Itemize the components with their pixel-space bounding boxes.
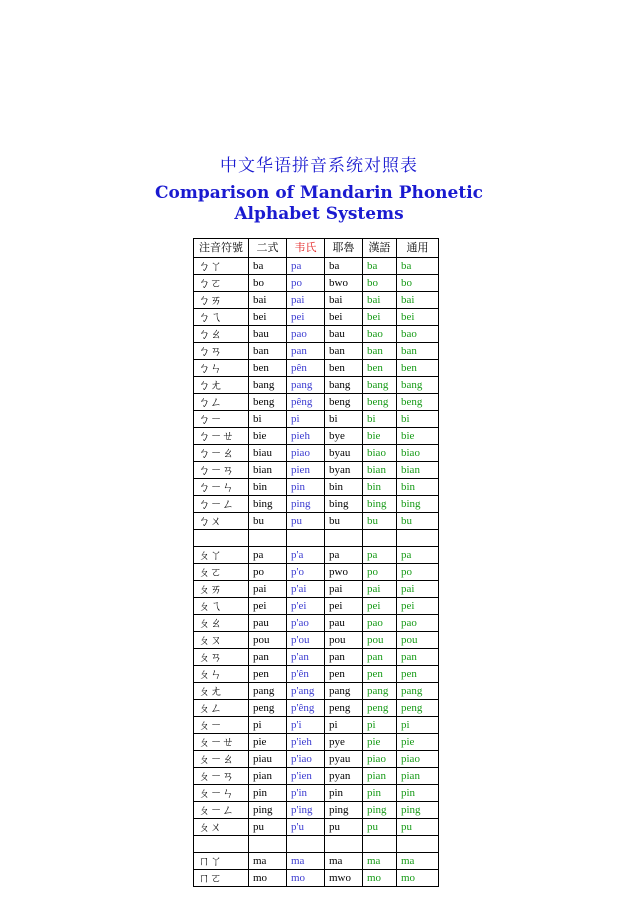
hanyu-cell: pi <box>363 717 397 734</box>
wade-giles-cell: p'ien <box>287 768 325 785</box>
hanyu-cell: bang <box>363 377 397 394</box>
zhuyin-cell <box>194 530 249 547</box>
ershi-cell: ma <box>249 853 287 870</box>
ershi-cell: ping <box>249 802 287 819</box>
hanyu-cell: pei <box>363 598 397 615</box>
hanyu-cell: peng <box>363 700 397 717</box>
wade-giles-cell: p'ang <box>287 683 325 700</box>
hanyu-cell: pu <box>363 819 397 836</box>
zhuyin-cell: ㄆㄧㄝ <box>194 734 249 751</box>
tongyong-cell: pu <box>397 819 439 836</box>
table-row <box>194 326 439 343</box>
wade-giles-cell: ping <box>287 496 325 513</box>
wade-giles-cell: p'ieh <box>287 734 325 751</box>
yale-cell: pai <box>325 581 363 598</box>
tongyong-cell: pian <box>397 768 439 785</box>
table-row <box>194 683 439 700</box>
wade-giles-cell: p'iao <box>287 751 325 768</box>
wade-giles-cell: p'ou <box>287 632 325 649</box>
yale-cell: ping <box>325 802 363 819</box>
tongyong-cell: bie <box>397 428 439 445</box>
ershi-cell: mo <box>249 870 287 887</box>
tongyong-cell: piao <box>397 751 439 768</box>
zhuyin-cell: ㄅㄞ <box>194 292 249 309</box>
tongyong-cell: pai <box>397 581 439 598</box>
yale-cell: pen <box>325 666 363 683</box>
table-row <box>194 751 439 768</box>
zhuyin-cell: ㄆㄞ <box>194 581 249 598</box>
table-spacer-row <box>194 836 439 853</box>
ershi-cell <box>249 530 287 547</box>
table-row <box>194 292 439 309</box>
hanyu-cell <box>363 836 397 853</box>
yale-cell: pau <box>325 615 363 632</box>
hanyu-cell: pai <box>363 581 397 598</box>
table-row <box>194 666 439 683</box>
zhuyin-cell: ㄆㄤ <box>194 683 249 700</box>
tongyong-cell: bu <box>397 513 439 530</box>
tongyong-cell: pei <box>397 598 439 615</box>
wade-giles-cell: piao <box>287 445 325 462</box>
tongyong-cell: bing <box>397 496 439 513</box>
hanyu-cell <box>363 530 397 547</box>
hanyu-cell: pian <box>363 768 397 785</box>
hanyu-cell: ping <box>363 802 397 819</box>
zhuyin-cell: ㄆㄧㄣ <box>194 785 249 802</box>
yale-cell: pa <box>325 547 363 564</box>
wade-giles-cell: p'êng <box>287 700 325 717</box>
table-row <box>194 360 439 377</box>
tongyong-cell: pou <box>397 632 439 649</box>
tongyong-cell: pa <box>397 547 439 564</box>
table-row <box>194 768 439 785</box>
tongyong-cell: bi <box>397 411 439 428</box>
tongyong-cell: bin <box>397 479 439 496</box>
ershi-cell: pou <box>249 632 287 649</box>
yale-cell: bin <box>325 479 363 496</box>
zhuyin-cell: ㄆㄣ <box>194 666 249 683</box>
table-row <box>194 309 439 326</box>
zhuyin-cell: ㄅㄧㄠ <box>194 445 249 462</box>
yale-cell: pan <box>325 649 363 666</box>
yale-cell: pye <box>325 734 363 751</box>
wade-giles-cell: p'i <box>287 717 325 734</box>
zhuyin-cell: ㄇㄚ <box>194 853 249 870</box>
yale-cell: pin <box>325 785 363 802</box>
zhuyin-cell: ㄅㄟ <box>194 309 249 326</box>
ershi-cell: pu <box>249 819 287 836</box>
zhuyin-cell: ㄇㄛ <box>194 870 249 887</box>
ershi-cell: biau <box>249 445 287 462</box>
table-row <box>194 377 439 394</box>
ershi-cell: bo <box>249 275 287 292</box>
page-title-english: Comparison of Mandarin Phonetic Alphabet Systems <box>154 183 484 224</box>
tongyong-cell: mo <box>397 870 439 887</box>
table-header-row <box>194 239 439 258</box>
yale-cell: bwo <box>325 275 363 292</box>
ershi-cell: bau <box>249 326 287 343</box>
phonetic-comparison-table <box>193 238 439 887</box>
tongyong-cell: ben <box>397 360 439 377</box>
ershi-cell: peng <box>249 700 287 717</box>
tongyong-cell: ping <box>397 802 439 819</box>
zhuyin-cell: ㄅㄧㄣ <box>194 479 249 496</box>
zhuyin-cell: ㄆㄟ <box>194 598 249 615</box>
table-row <box>194 479 439 496</box>
zhuyin-cell: ㄅㄧㄝ <box>194 428 249 445</box>
zhuyin-cell: ㄅㄧㄥ <box>194 496 249 513</box>
zhuyin-cell: ㄆㄧ <box>194 717 249 734</box>
header-hanyu: 漢語 <box>363 239 397 258</box>
yale-cell: beng <box>325 394 363 411</box>
table-row <box>194 258 439 275</box>
yale-cell: bi <box>325 411 363 428</box>
yale-cell: bu <box>325 513 363 530</box>
wade-giles-cell: pêng <box>287 394 325 411</box>
wade-giles-cell: p'o <box>287 564 325 581</box>
hanyu-cell: bi <box>363 411 397 428</box>
ershi-cell: bi <box>249 411 287 428</box>
wade-giles-cell: p'u <box>287 819 325 836</box>
table-row <box>194 598 439 615</box>
hanyu-cell: ba <box>363 258 397 275</box>
zhuyin-cell: ㄆㄧㄥ <box>194 802 249 819</box>
tongyong-cell: pie <box>397 734 439 751</box>
tongyong-cell: ban <box>397 343 439 360</box>
tongyong-cell: bai <box>397 292 439 309</box>
ershi-cell: pen <box>249 666 287 683</box>
hanyu-cell: ban <box>363 343 397 360</box>
yale-cell: ban <box>325 343 363 360</box>
hanyu-cell: bing <box>363 496 397 513</box>
hanyu-cell: bie <box>363 428 397 445</box>
wade-giles-cell: pien <box>287 462 325 479</box>
yale-cell: pi <box>325 717 363 734</box>
wade-giles-cell: pin <box>287 479 325 496</box>
wade-giles-cell: pên <box>287 360 325 377</box>
ershi-cell: bu <box>249 513 287 530</box>
wade-giles-cell: pi <box>287 411 325 428</box>
table-row <box>194 649 439 666</box>
ershi-cell: pian <box>249 768 287 785</box>
ershi-cell: bai <box>249 292 287 309</box>
ershi-cell: bei <box>249 309 287 326</box>
yale-cell: ba <box>325 258 363 275</box>
table-row <box>194 445 439 462</box>
ershi-cell: bing <box>249 496 287 513</box>
hanyu-cell: piao <box>363 751 397 768</box>
table-row <box>194 734 439 751</box>
zhuyin-cell: ㄆㄠ <box>194 615 249 632</box>
zhuyin-cell: ㄅㄢ <box>194 343 249 360</box>
tongyong-cell: ma <box>397 853 439 870</box>
ershi-cell: pei <box>249 598 287 615</box>
hanyu-cell: bin <box>363 479 397 496</box>
wade-giles-cell: p'a <box>287 547 325 564</box>
zhuyin-cell: ㄆㄥ <box>194 700 249 717</box>
zhuyin-cell: ㄆㄧㄠ <box>194 751 249 768</box>
hanyu-cell: bao <box>363 326 397 343</box>
yale-cell: pei <box>325 598 363 615</box>
zhuyin-cell: ㄅㄧㄢ <box>194 462 249 479</box>
yale-cell: pu <box>325 819 363 836</box>
table-row <box>194 819 439 836</box>
zhuyin-cell: ㄆㄡ <box>194 632 249 649</box>
table-row <box>194 717 439 734</box>
yale-cell: bau <box>325 326 363 343</box>
wade-giles-cell: pang <box>287 377 325 394</box>
yale-cell: pyau <box>325 751 363 768</box>
yale-cell: ben <box>325 360 363 377</box>
yale-cell: bang <box>325 377 363 394</box>
wade-giles-cell: p'ai <box>287 581 325 598</box>
wade-giles-cell <box>287 836 325 853</box>
header-ershi: 二式 <box>249 239 287 258</box>
wade-giles-cell: pieh <box>287 428 325 445</box>
yale-cell <box>325 530 363 547</box>
tongyong-cell <box>397 530 439 547</box>
hanyu-cell: bu <box>363 513 397 530</box>
zhuyin-cell: ㄅㄚ <box>194 258 249 275</box>
yale-cell: bing <box>325 496 363 513</box>
zhuyin-cell: ㄅㄠ <box>194 326 249 343</box>
ershi-cell: beng <box>249 394 287 411</box>
yale-cell: ma <box>325 853 363 870</box>
hanyu-cell: bo <box>363 275 397 292</box>
ershi-cell: bie <box>249 428 287 445</box>
yale-cell <box>325 836 363 853</box>
hanyu-cell: mo <box>363 870 397 887</box>
table-row <box>194 462 439 479</box>
table-row <box>194 700 439 717</box>
table-spacer-row <box>194 530 439 547</box>
table-row <box>194 853 439 870</box>
hanyu-cell: ma <box>363 853 397 870</box>
yale-cell: bai <box>325 292 363 309</box>
header-tongyong: 通用 <box>397 239 439 258</box>
tongyong-cell: pan <box>397 649 439 666</box>
yale-cell: bei <box>325 309 363 326</box>
zhuyin-cell: ㄆㄚ <box>194 547 249 564</box>
tongyong-cell: po <box>397 564 439 581</box>
yale-cell: byan <box>325 462 363 479</box>
table-row <box>194 343 439 360</box>
wade-giles-cell: p'ao <box>287 615 325 632</box>
ershi-cell: po <box>249 564 287 581</box>
hanyu-cell: pao <box>363 615 397 632</box>
zhuyin-cell: ㄆㄛ <box>194 564 249 581</box>
wade-giles-cell: po <box>287 275 325 292</box>
table-row <box>194 802 439 819</box>
ershi-cell: ban <box>249 343 287 360</box>
table-row <box>194 632 439 649</box>
table-row <box>194 275 439 292</box>
wade-giles-cell: p'an <box>287 649 325 666</box>
tongyong-cell: pang <box>397 683 439 700</box>
wade-giles-cell: pa <box>287 258 325 275</box>
ershi-cell: pie <box>249 734 287 751</box>
table-row <box>194 785 439 802</box>
tongyong-cell: bei <box>397 309 439 326</box>
table-row <box>194 428 439 445</box>
ershi-cell <box>249 836 287 853</box>
ershi-cell: pau <box>249 615 287 632</box>
ershi-cell: bin <box>249 479 287 496</box>
zhuyin-cell: ㄅㄥ <box>194 394 249 411</box>
ershi-cell: pa <box>249 547 287 564</box>
hanyu-cell: bei <box>363 309 397 326</box>
hanyu-cell: beng <box>363 394 397 411</box>
wade-giles-cell: pan <box>287 343 325 360</box>
ershi-cell: pang <box>249 683 287 700</box>
wade-giles-cell: pei <box>287 309 325 326</box>
tongyong-cell: beng <box>397 394 439 411</box>
wade-giles-cell: p'ên <box>287 666 325 683</box>
header-zhuyin: 注音符號 <box>194 239 249 258</box>
page-title-chinese: 中文华语拼音系统对照表 <box>220 156 418 176</box>
hanyu-cell: biao <box>363 445 397 462</box>
wade-giles-cell: ma <box>287 853 325 870</box>
tongyong-cell: bao <box>397 326 439 343</box>
hanyu-cell: pen <box>363 666 397 683</box>
yale-cell: pwo <box>325 564 363 581</box>
hanyu-cell: bai <box>363 292 397 309</box>
ershi-cell: bian <box>249 462 287 479</box>
tongyong-cell: pi <box>397 717 439 734</box>
zhuyin-cell: ㄆㄢ <box>194 649 249 666</box>
yale-cell: pou <box>325 632 363 649</box>
wade-giles-cell: pao <box>287 326 325 343</box>
zhuyin-cell: ㄅㄧ <box>194 411 249 428</box>
yale-cell: byau <box>325 445 363 462</box>
ershi-cell: ben <box>249 360 287 377</box>
wade-giles-cell: mo <box>287 870 325 887</box>
ershi-cell: pi <box>249 717 287 734</box>
ershi-cell: pin <box>249 785 287 802</box>
yale-cell: peng <box>325 700 363 717</box>
table-row <box>194 615 439 632</box>
tongyong-cell: bang <box>397 377 439 394</box>
ershi-cell: bang <box>249 377 287 394</box>
zhuyin-cell: ㄅㄛ <box>194 275 249 292</box>
yale-cell: bye <box>325 428 363 445</box>
zhuyin-cell: ㄆㄧㄢ <box>194 768 249 785</box>
yale-cell: pang <box>325 683 363 700</box>
hanyu-cell: pie <box>363 734 397 751</box>
yale-cell: mwo <box>325 870 363 887</box>
tongyong-cell: pin <box>397 785 439 802</box>
wade-giles-cell: pai <box>287 292 325 309</box>
header-yale: 耶魯 <box>325 239 363 258</box>
hanyu-cell: ben <box>363 360 397 377</box>
table-row <box>194 411 439 428</box>
wade-giles-cell: p'ing <box>287 802 325 819</box>
table-row <box>194 547 439 564</box>
wade-giles-cell: p'ei <box>287 598 325 615</box>
hanyu-cell: pa <box>363 547 397 564</box>
ershi-cell: ba <box>249 258 287 275</box>
tongyong-cell: bian <box>397 462 439 479</box>
zhuyin-cell <box>194 836 249 853</box>
tongyong-cell: bo <box>397 275 439 292</box>
ershi-cell: pan <box>249 649 287 666</box>
table-body <box>194 258 439 887</box>
table-row <box>194 394 439 411</box>
table-row <box>194 581 439 598</box>
wade-giles-cell: pu <box>287 513 325 530</box>
tongyong-cell <box>397 836 439 853</box>
hanyu-cell: pang <box>363 683 397 700</box>
ershi-cell: piau <box>249 751 287 768</box>
yale-cell: pyan <box>325 768 363 785</box>
hanyu-cell: bian <box>363 462 397 479</box>
table-row <box>194 564 439 581</box>
tongyong-cell: biao <box>397 445 439 462</box>
hanyu-cell: po <box>363 564 397 581</box>
tongyong-cell: pao <box>397 615 439 632</box>
table-row <box>194 870 439 887</box>
zhuyin-cell: ㄅㄨ <box>194 513 249 530</box>
hanyu-cell: pin <box>363 785 397 802</box>
ershi-cell: pai <box>249 581 287 598</box>
wade-giles-cell: p'in <box>287 785 325 802</box>
table-row <box>194 513 439 530</box>
zhuyin-cell: ㄅㄣ <box>194 360 249 377</box>
hanyu-cell: pan <box>363 649 397 666</box>
tongyong-cell: pen <box>397 666 439 683</box>
zhuyin-cell: ㄆㄨ <box>194 819 249 836</box>
tongyong-cell: ba <box>397 258 439 275</box>
tongyong-cell: peng <box>397 700 439 717</box>
zhuyin-cell: ㄅㄤ <box>194 377 249 394</box>
hanyu-cell: pou <box>363 632 397 649</box>
wade-giles-cell <box>287 530 325 547</box>
header-wade-giles: 韦氏 <box>287 239 325 258</box>
table-row <box>194 496 439 513</box>
